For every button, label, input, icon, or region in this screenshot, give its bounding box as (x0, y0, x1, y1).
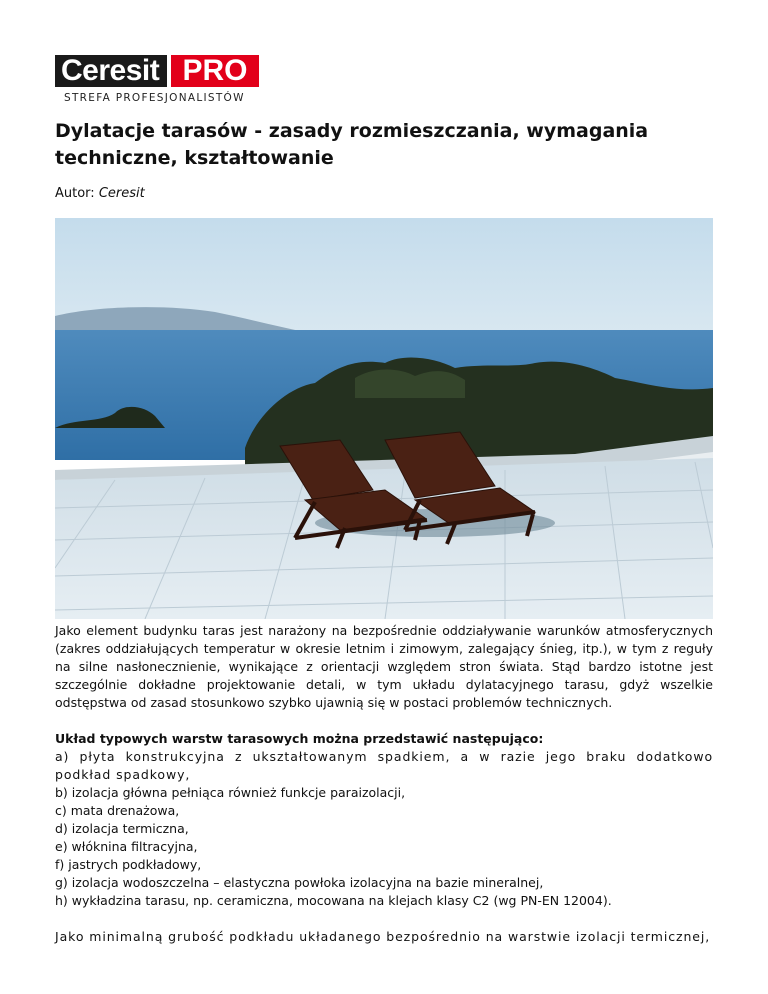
author-label: Autor: (55, 186, 95, 201)
layer-item-e: e) włóknina filtracyjna, (55, 839, 198, 854)
ceresit-pro-logo (55, 55, 265, 107)
layer-item-b: b) izolacja główna pełniąca również funkcje paraizolacji, (55, 785, 406, 800)
logo-badge: PRO (171, 55, 259, 87)
layers-title: Układ typowych warstw tarasowych można przedstawić następująco: (55, 731, 544, 746)
author-line (55, 186, 145, 201)
layer-item-g: g) izolacja wodoszczelna – elastyczna powłoka izolacyjna na bazie mineralnej, (55, 875, 544, 890)
article-body (55, 622, 713, 946)
layer-item-d: d) izolacja termiczna, (55, 821, 189, 836)
terrace-photo (55, 218, 713, 619)
layer-item-f: f) jastrych podkładowy, (55, 857, 202, 872)
article-title: Dylatacje tarasów - zasady rozmieszczania, wymagania techniczne, kształtowanie (55, 120, 649, 169)
intro-paragraph: Jako element budynku taras jest narażony na bezpośrednie oddziaływanie warunków atmosferycznych (zakres oddziałujących temperatur w okresie letnim i zimowym, zalegający śnieg, itp.), w tym z reguły na silne nasłonecznienie, wynikające z orientacji względem stron świata. Stąd bardzo istotne jest szczególnie dokładne projektowanie detali, w tym układu dylatacyjnego tarasu, gdyż wszelkie odstępstwa od zasad stosunkowo szybko ujawnią się w postaci problemów technicznych. (55, 623, 713, 710)
last-paragraph: Jako minimalną grubość podkładu układanego bezpośrednio na warstwie izolacji termicznej, (55, 929, 711, 944)
layer-item-c: c) mata drenażowa, (55, 803, 180, 818)
layer-item-a: a) płyta konstrukcyjna z ukształtowanym spadkiem, a w razie jego braku dodatkowo podkład spadkowy, (55, 749, 713, 782)
layer-item-h: h) wykładzina tarasu, np. ceramiczna, mocowana na klejach klasy C2 (wg PN-EN 12004). (55, 893, 612, 908)
logo-subtitle: STREFA PROFESJONALISTÓW (64, 92, 245, 104)
author-name: Ceresit (98, 186, 145, 201)
logo-brand: Ceresit (55, 55, 167, 87)
